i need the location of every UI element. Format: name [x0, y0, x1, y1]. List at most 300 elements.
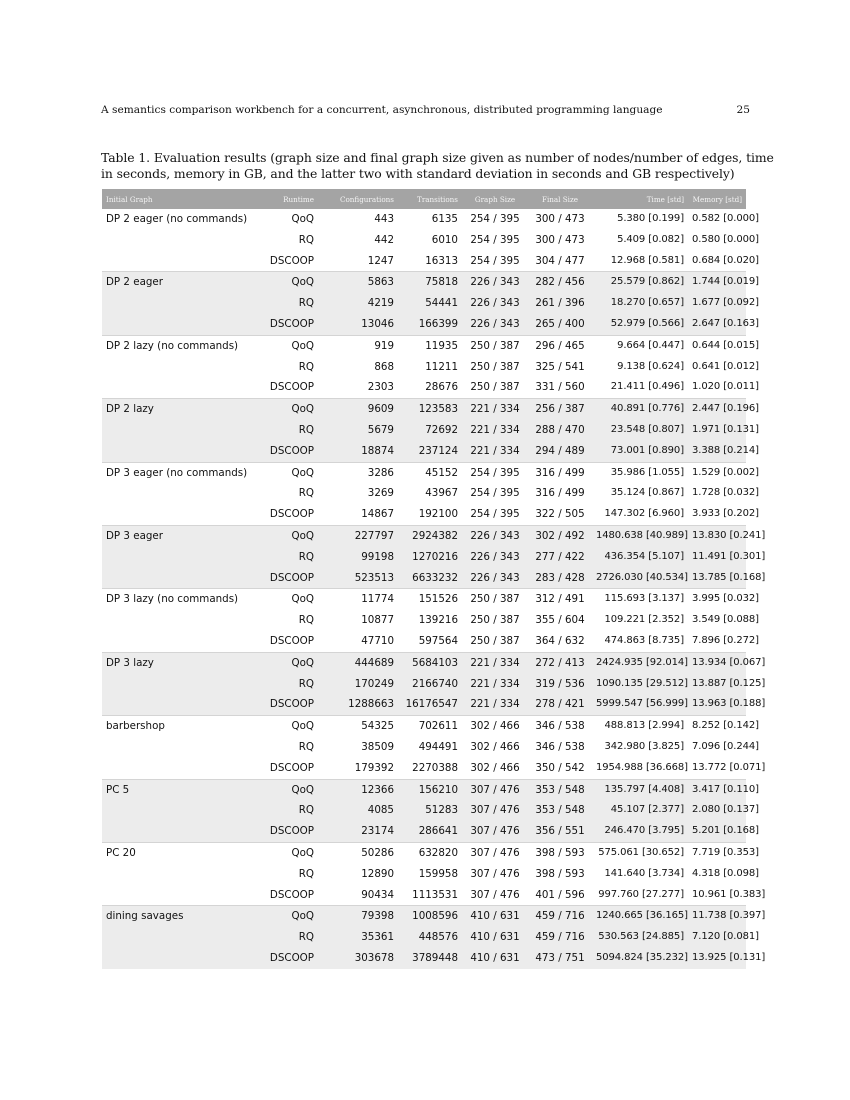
- col-header-final-size: Final Size: [541, 194, 579, 204]
- configurations-cell: 10877: [361, 614, 394, 627]
- table-row: [102, 737, 746, 758]
- time-cell: 2726.030 [40.534]: [592, 568, 688, 589]
- memory-cell: 7.120 [0.081]: [688, 927, 746, 948]
- runtime-cell: DSCOOP: [252, 821, 318, 842]
- memory-cell: 1.020 [0.011]: [692, 381, 759, 393]
- initial-graph-cell: [102, 377, 252, 398]
- graph-size-cell: 250 / 387: [470, 614, 520, 627]
- configurations-cell: 303678: [318, 948, 398, 969]
- table-row: [102, 504, 746, 525]
- runtime-cell: RQ: [298, 233, 314, 246]
- graph-size-cell: 254 / 395: [462, 462, 528, 483]
- graph-size-cell: 410 / 631: [462, 948, 528, 969]
- memory-cell: 11.491 [0.301]: [688, 547, 746, 568]
- configurations-cell: 18874: [318, 441, 398, 462]
- graph-size-cell: 250 / 387: [462, 335, 528, 356]
- initial-graph-cell: [102, 821, 252, 842]
- initial-graph-cell: [102, 948, 252, 969]
- initial-graph-cell: [102, 694, 252, 715]
- memory-cell: 13.934 [0.067]: [688, 652, 746, 673]
- table-row: [102, 568, 746, 589]
- table-row: [102, 251, 746, 272]
- table-row: [102, 779, 746, 800]
- configurations-cell: 90434: [361, 888, 394, 901]
- memory-cell: 0.641 [0.012]: [692, 360, 759, 372]
- memory-cell: 0.684 [0.020]: [692, 254, 759, 266]
- memory-cell: 7.896 [0.272]: [692, 634, 759, 646]
- final-size-cell: 398 / 593: [528, 842, 592, 863]
- memory-cell: 1.677 [0.092]: [688, 293, 746, 314]
- initial-graph-cell: DP 2 lazy: [102, 399, 252, 420]
- initial-graph-cell: [102, 547, 252, 568]
- graph-size-cell: 221 / 334: [462, 399, 528, 420]
- configurations-cell: 4219: [318, 293, 398, 314]
- graph-size-cell: 254 / 395: [470, 508, 520, 521]
- runtime-cell: DSCOOP: [269, 761, 314, 774]
- graph-size-cell: 307 / 476: [462, 842, 528, 863]
- graph-size-cell: 307 / 476: [462, 800, 528, 821]
- memory-cell: 1.971 [0.131]: [688, 420, 746, 441]
- graph-size-cell: 307 / 476: [462, 779, 528, 800]
- final-size-cell: 300 / 473: [535, 213, 585, 225]
- graph-size-cell: 221 / 334: [462, 674, 528, 695]
- final-size-cell: 355 / 604: [535, 614, 585, 627]
- col-header-configurations: Configurations: [339, 194, 394, 204]
- time-cell: 21.411 [0.496]: [610, 381, 684, 393]
- table-row: [102, 525, 746, 546]
- table-row: [102, 610, 746, 631]
- table-row: [102, 547, 746, 568]
- configurations-cell: 47710: [361, 634, 394, 647]
- transitions-cell: 156210: [398, 779, 462, 800]
- final-size-cell: 294 / 489: [528, 441, 592, 462]
- graph-size-cell: 302 / 466: [462, 716, 528, 737]
- runtime-cell: DSCOOP: [269, 888, 314, 901]
- transitions-cell: 286641: [398, 821, 462, 842]
- configurations-cell: 99198: [318, 547, 398, 568]
- runtime-cell: RQ: [252, 800, 318, 821]
- final-size-cell: 401 / 596: [535, 888, 585, 901]
- runtime-cell: RQ: [298, 487, 314, 500]
- memory-cell: 3.417 [0.110]: [688, 779, 746, 800]
- memory-cell: 13.785 [0.168]: [688, 568, 746, 589]
- final-size-cell: 296 / 465: [528, 335, 592, 356]
- final-size-cell: 322 / 505: [535, 508, 585, 521]
- time-cell: 1240.665 [36.165]: [592, 906, 688, 927]
- final-size-cell: 364 / 632: [535, 634, 585, 647]
- running-head: [101, 104, 750, 120]
- final-size-cell: 277 / 422: [528, 547, 592, 568]
- col-header-time: Time [std]: [646, 194, 684, 204]
- time-cell: 575.061 [30.652]: [592, 842, 688, 863]
- initial-graph-cell: PC 5: [102, 779, 252, 800]
- final-size-cell: 346 / 538: [528, 716, 592, 737]
- runtime-cell: RQ: [252, 420, 318, 441]
- graph-size-cell: 221 / 334: [462, 694, 528, 715]
- configurations-cell: 179392: [354, 761, 394, 774]
- time-cell: 40.891 [0.776]: [592, 399, 688, 420]
- table-row: [102, 758, 746, 779]
- time-cell: 997.760 [27.277]: [598, 888, 684, 900]
- initial-graph-cell: [102, 927, 252, 948]
- transitions-cell: 1270216: [398, 547, 462, 568]
- table-row: [102, 948, 746, 969]
- final-size-cell: 304 / 477: [535, 254, 585, 267]
- transitions-cell: 1008596: [398, 906, 462, 927]
- time-cell: 9.664 [0.447]: [592, 335, 688, 356]
- runtime-cell: QoQ: [291, 213, 314, 225]
- runtime-cell: QoQ: [252, 399, 318, 420]
- configurations-cell: 442: [374, 233, 394, 246]
- configurations-cell: 1288663: [318, 694, 398, 715]
- table-row: [102, 631, 746, 652]
- transitions-cell: 159958: [418, 867, 458, 880]
- final-size-cell: 265 / 400: [528, 314, 592, 335]
- initial-graph-cell: [102, 314, 252, 335]
- configurations-cell: 50286: [318, 842, 398, 863]
- initial-graph-cell: DP 3 eager (no commands): [102, 462, 252, 483]
- memory-cell: 13.887 [0.125]: [688, 674, 746, 695]
- memory-cell: 7.719 [0.353]: [688, 842, 746, 863]
- final-size-cell: 350 / 542: [535, 761, 585, 774]
- table-row: [102, 716, 746, 737]
- configurations-cell: 35361: [318, 927, 398, 948]
- final-size-cell: 288 / 470: [528, 420, 592, 441]
- configurations-cell: 54325: [318, 716, 398, 737]
- time-cell: 25.579 [0.862]: [592, 272, 688, 293]
- final-size-cell: 331 / 560: [535, 381, 585, 394]
- final-size-cell: 398 / 593: [535, 867, 585, 880]
- time-cell: 1954.988 [36.668]: [596, 761, 688, 773]
- caption-line-1: Table 1. Evaluation results (graph size and final graph size given as number of nodes/number of edges, time: [101, 150, 774, 165]
- runtime-cell: DSCOOP: [269, 254, 314, 267]
- runtime-cell: RQ: [298, 360, 314, 373]
- runtime-cell: QoQ: [252, 272, 318, 293]
- runtime-cell: DSCOOP: [252, 948, 318, 969]
- initial-graph-cell: DP 2 eager: [102, 272, 252, 293]
- initial-graph-cell: [102, 758, 252, 779]
- graph-size-cell: 221 / 334: [462, 652, 528, 673]
- col-header-runtime: Runtime: [283, 194, 314, 204]
- table-row: [102, 842, 746, 863]
- time-cell: 115.693 [3.137]: [592, 589, 688, 610]
- memory-cell: 7.096 [0.244]: [692, 740, 759, 752]
- transitions-cell: 192100: [418, 508, 458, 521]
- configurations-cell: 14867: [361, 508, 394, 521]
- transitions-cell: 16313: [425, 254, 458, 267]
- memory-cell: 4.318 [0.098]: [692, 867, 759, 879]
- graph-size-cell: 302 / 466: [470, 761, 520, 774]
- graph-size-cell: 250 / 387: [470, 381, 520, 394]
- initial-graph-cell: [102, 864, 252, 885]
- transitions-cell: 1113531: [412, 888, 458, 901]
- table-row: [102, 652, 746, 673]
- transitions-cell: 702611: [398, 716, 462, 737]
- time-cell: 2424.935 [92.014]: [592, 652, 688, 673]
- table-row: [102, 864, 746, 885]
- time-cell: 5094.824 [35.232]: [592, 948, 688, 969]
- configurations-cell: 444689: [318, 652, 398, 673]
- memory-cell: 8.252 [0.142]: [688, 716, 746, 737]
- runtime-cell: DSCOOP: [269, 634, 314, 647]
- configurations-cell: 443: [374, 213, 394, 225]
- table-row: [102, 357, 746, 378]
- runtime-cell: DSCOOP: [269, 381, 314, 394]
- table-row: [102, 293, 746, 314]
- graph-size-cell: 307 / 476: [470, 867, 520, 880]
- configurations-cell: 5863: [318, 272, 398, 293]
- transitions-cell: 11935: [398, 335, 462, 356]
- runtime-cell: DSCOOP: [252, 441, 318, 462]
- time-cell: 474.863 [8.735]: [604, 634, 684, 646]
- transitions-cell: 11211: [425, 360, 458, 373]
- final-size-cell: 353 / 548: [528, 779, 592, 800]
- time-cell: 35.124 [0.867]: [610, 487, 684, 499]
- graph-size-cell: 250 / 387: [470, 634, 520, 647]
- initial-graph-cell: DP 2 lazy (no commands): [102, 335, 252, 356]
- table-row: [102, 420, 746, 441]
- initial-graph-cell: [102, 674, 252, 695]
- transitions-cell: 139216: [418, 614, 458, 627]
- final-size-cell: 319 / 536: [528, 674, 592, 695]
- transitions-cell: 2166740: [398, 674, 462, 695]
- runtime-cell: QoQ: [252, 589, 318, 610]
- graph-size-cell: 254 / 395: [470, 213, 520, 225]
- initial-graph-cell: DP 2 eager (no commands): [106, 213, 248, 225]
- runtime-cell: QoQ: [252, 525, 318, 546]
- graph-size-cell: 226 / 343: [462, 568, 528, 589]
- memory-cell: 0.644 [0.015]: [688, 335, 746, 356]
- table-row: [102, 335, 746, 356]
- final-size-cell: 356 / 551: [528, 821, 592, 842]
- configurations-cell: 868: [374, 360, 394, 373]
- transitions-cell: 5684103: [398, 652, 462, 673]
- table-row: [102, 694, 746, 715]
- table-row: [102, 589, 746, 610]
- configurations-cell: 3269: [367, 487, 394, 500]
- initial-graph-cell: [102, 568, 252, 589]
- configurations-cell: 227797: [318, 525, 398, 546]
- table-row: [102, 927, 746, 948]
- col-header-memory: Memory [std]: [692, 194, 742, 204]
- time-cell: 23.548 [0.807]: [592, 420, 688, 441]
- table-row: [102, 314, 746, 335]
- table-row: [102, 885, 746, 906]
- memory-cell: 13.925 [0.131]: [688, 948, 746, 969]
- table-row: [102, 441, 746, 462]
- table-caption: [101, 150, 774, 182]
- graph-size-cell: 307 / 476: [470, 888, 520, 901]
- table-row: [102, 377, 746, 398]
- table-row: [102, 906, 746, 927]
- initial-graph-cell: [102, 631, 252, 652]
- runtime-cell: DSCOOP: [252, 314, 318, 335]
- table-header: [102, 189, 746, 209]
- configurations-cell: 919: [318, 335, 398, 356]
- transitions-cell: 6135: [431, 213, 458, 225]
- initial-graph-cell: DP 3 lazy (no commands): [102, 589, 252, 610]
- results-table: [102, 189, 766, 969]
- graph-size-cell: 410 / 631: [462, 927, 528, 948]
- final-size-cell: 300 / 473: [535, 233, 585, 246]
- final-size-cell: 325 / 541: [535, 360, 585, 373]
- runtime-cell: QoQ: [252, 462, 318, 483]
- transitions-cell: 632820: [398, 842, 462, 863]
- transitions-cell: 2270388: [412, 761, 458, 774]
- runtime-cell: RQ: [252, 674, 318, 695]
- time-cell: 488.813 [2.994]: [592, 716, 688, 737]
- transitions-cell: 448576: [398, 927, 462, 948]
- runtime-cell: RQ: [252, 293, 318, 314]
- final-size-cell: 272 / 413: [528, 652, 592, 673]
- configurations-cell: 38509: [361, 740, 394, 753]
- running-title: A semantics comparison workbench for a concurrent, asynchronous, distributed programming language: [101, 104, 663, 116]
- time-cell: 147.302 [6.960]: [604, 508, 684, 520]
- runtime-cell: RQ: [298, 867, 314, 880]
- time-cell: 5999.547 [56.999]: [592, 694, 688, 715]
- memory-cell: 5.201 [0.168]: [688, 821, 746, 842]
- time-cell: 5.409 [0.082]: [617, 233, 684, 245]
- transitions-cell: 597564: [418, 634, 458, 647]
- transitions-cell: 494491: [418, 740, 458, 753]
- transitions-cell: 51283: [398, 800, 462, 821]
- page-number: 25: [736, 104, 750, 116]
- graph-size-cell: 250 / 387: [462, 589, 528, 610]
- table-row: [102, 800, 746, 821]
- runtime-cell: DSCOOP: [269, 508, 314, 521]
- memory-cell: 10.961 [0.383]: [692, 888, 766, 900]
- final-size-cell: 256 / 387: [528, 399, 592, 420]
- graph-size-cell: 226 / 343: [462, 272, 528, 293]
- time-cell: 141.640 [3.734]: [604, 867, 684, 879]
- initial-graph-cell: [102, 420, 252, 441]
- memory-cell: 13.772 [0.071]: [692, 761, 766, 773]
- table-row: [102, 821, 746, 842]
- initial-graph-cell: dining savages: [102, 906, 252, 927]
- final-size-cell: 346 / 538: [535, 740, 585, 753]
- graph-size-cell: 250 / 387: [470, 360, 520, 373]
- configurations-cell: 13046: [318, 314, 398, 335]
- initial-graph-cell: [102, 293, 252, 314]
- graph-size-cell: 226 / 343: [462, 547, 528, 568]
- memory-cell: 3.995 [0.032]: [688, 589, 746, 610]
- configurations-cell: 11774: [318, 589, 398, 610]
- col-header-transitions: Transitions: [417, 194, 458, 204]
- table-row: [102, 209, 746, 230]
- final-size-cell: 261 / 396: [528, 293, 592, 314]
- graph-size-cell: 410 / 631: [462, 906, 528, 927]
- final-size-cell: 312 / 491: [528, 589, 592, 610]
- final-size-cell: 278 / 421: [528, 694, 592, 715]
- memory-cell: 0.582 [0.000]: [692, 213, 759, 224]
- runtime-cell: QoQ: [252, 716, 318, 737]
- transitions-cell: 166399: [398, 314, 462, 335]
- caption-line-2: in seconds, memory in GB, and the latter two with standard deviation in seconds and GB respectively): [101, 166, 735, 181]
- table-row: [102, 483, 746, 504]
- initial-graph-cell: [102, 251, 252, 272]
- final-size-cell: 302 / 492: [528, 525, 592, 546]
- configurations-cell: 79398: [318, 906, 398, 927]
- transitions-cell: 16176547: [398, 694, 462, 715]
- runtime-cell: QoQ: [252, 779, 318, 800]
- initial-graph-cell: PC 20: [102, 842, 252, 863]
- initial-graph-cell: [102, 357, 252, 378]
- table-row: [102, 272, 746, 293]
- time-cell: 18.270 [0.657]: [592, 293, 688, 314]
- transitions-cell: 3789448: [398, 948, 462, 969]
- time-cell: 5.380 [0.199]: [617, 213, 684, 224]
- time-cell: 530.563 [24.885]: [592, 927, 688, 948]
- time-cell: 1090.135 [29.512]: [592, 674, 688, 695]
- transitions-cell: 75818: [398, 272, 462, 293]
- memory-cell: 2.080 [0.137]: [688, 800, 746, 821]
- graph-size-cell: 254 / 395: [470, 487, 520, 500]
- transitions-cell: 123583: [398, 399, 462, 420]
- graph-size-cell: 302 / 466: [470, 740, 520, 753]
- graph-size-cell: 307 / 476: [462, 821, 528, 842]
- memory-cell: 3.388 [0.214]: [688, 441, 746, 462]
- initial-graph-cell: [102, 483, 252, 504]
- time-cell: 73.001 [0.890]: [592, 441, 688, 462]
- col-header-graph-size: Graph Size: [474, 194, 516, 204]
- time-cell: 436.354 [5.107]: [592, 547, 688, 568]
- initial-graph-cell: [102, 610, 252, 631]
- transitions-cell: 72692: [398, 420, 462, 441]
- graph-size-cell: 221 / 334: [462, 420, 528, 441]
- memory-cell: 11.738 [0.397]: [688, 906, 746, 927]
- header-row: [102, 189, 746, 209]
- graph-size-cell: 254 / 395: [470, 233, 520, 246]
- time-cell: 109.221 [2.352]: [604, 614, 684, 626]
- memory-cell: 1.744 [0.019]: [688, 272, 746, 293]
- final-size-cell: 459 / 716: [528, 927, 592, 948]
- configurations-cell: 2303: [367, 381, 394, 394]
- time-cell: 135.797 [4.408]: [592, 779, 688, 800]
- transitions-cell: 237124: [398, 441, 462, 462]
- initial-graph-cell: [102, 230, 252, 251]
- configurations-cell: 23174: [318, 821, 398, 842]
- transitions-cell: 151526: [398, 589, 462, 610]
- transitions-cell: 6633232: [398, 568, 462, 589]
- runtime-cell: QoQ: [252, 652, 318, 673]
- transitions-cell: 43967: [425, 487, 458, 500]
- memory-cell: 3.933 [0.202]: [692, 508, 759, 520]
- initial-graph-cell: [102, 504, 252, 525]
- transitions-cell: 2924382: [398, 525, 462, 546]
- col-header-initial-graph: Initial Graph: [106, 194, 153, 204]
- configurations-cell: 523513: [318, 568, 398, 589]
- graph-size-cell: 226 / 343: [462, 314, 528, 335]
- configurations-cell: 12366: [318, 779, 398, 800]
- final-size-cell: 316 / 499: [528, 462, 592, 483]
- runtime-cell: QoQ: [252, 842, 318, 863]
- final-size-cell: 459 / 716: [528, 906, 592, 927]
- time-cell: 1480.638 [40.989]: [592, 525, 688, 546]
- time-cell: 9.138 [0.624]: [617, 360, 684, 372]
- transitions-cell: 45152: [398, 462, 462, 483]
- graph-size-cell: 254 / 395: [470, 254, 520, 267]
- time-cell: 246.470 [3.795]: [592, 821, 688, 842]
- graph-size-cell: 226 / 343: [462, 293, 528, 314]
- table-row: [102, 399, 746, 420]
- runtime-cell: RQ: [298, 614, 314, 627]
- configurations-cell: 3286: [318, 462, 398, 483]
- initial-graph-cell: [102, 800, 252, 821]
- memory-cell: 2.447 [0.196]: [688, 399, 746, 420]
- time-cell: 12.968 [0.581]: [610, 254, 684, 266]
- initial-graph-cell: [102, 737, 252, 758]
- runtime-cell: RQ: [298, 740, 314, 753]
